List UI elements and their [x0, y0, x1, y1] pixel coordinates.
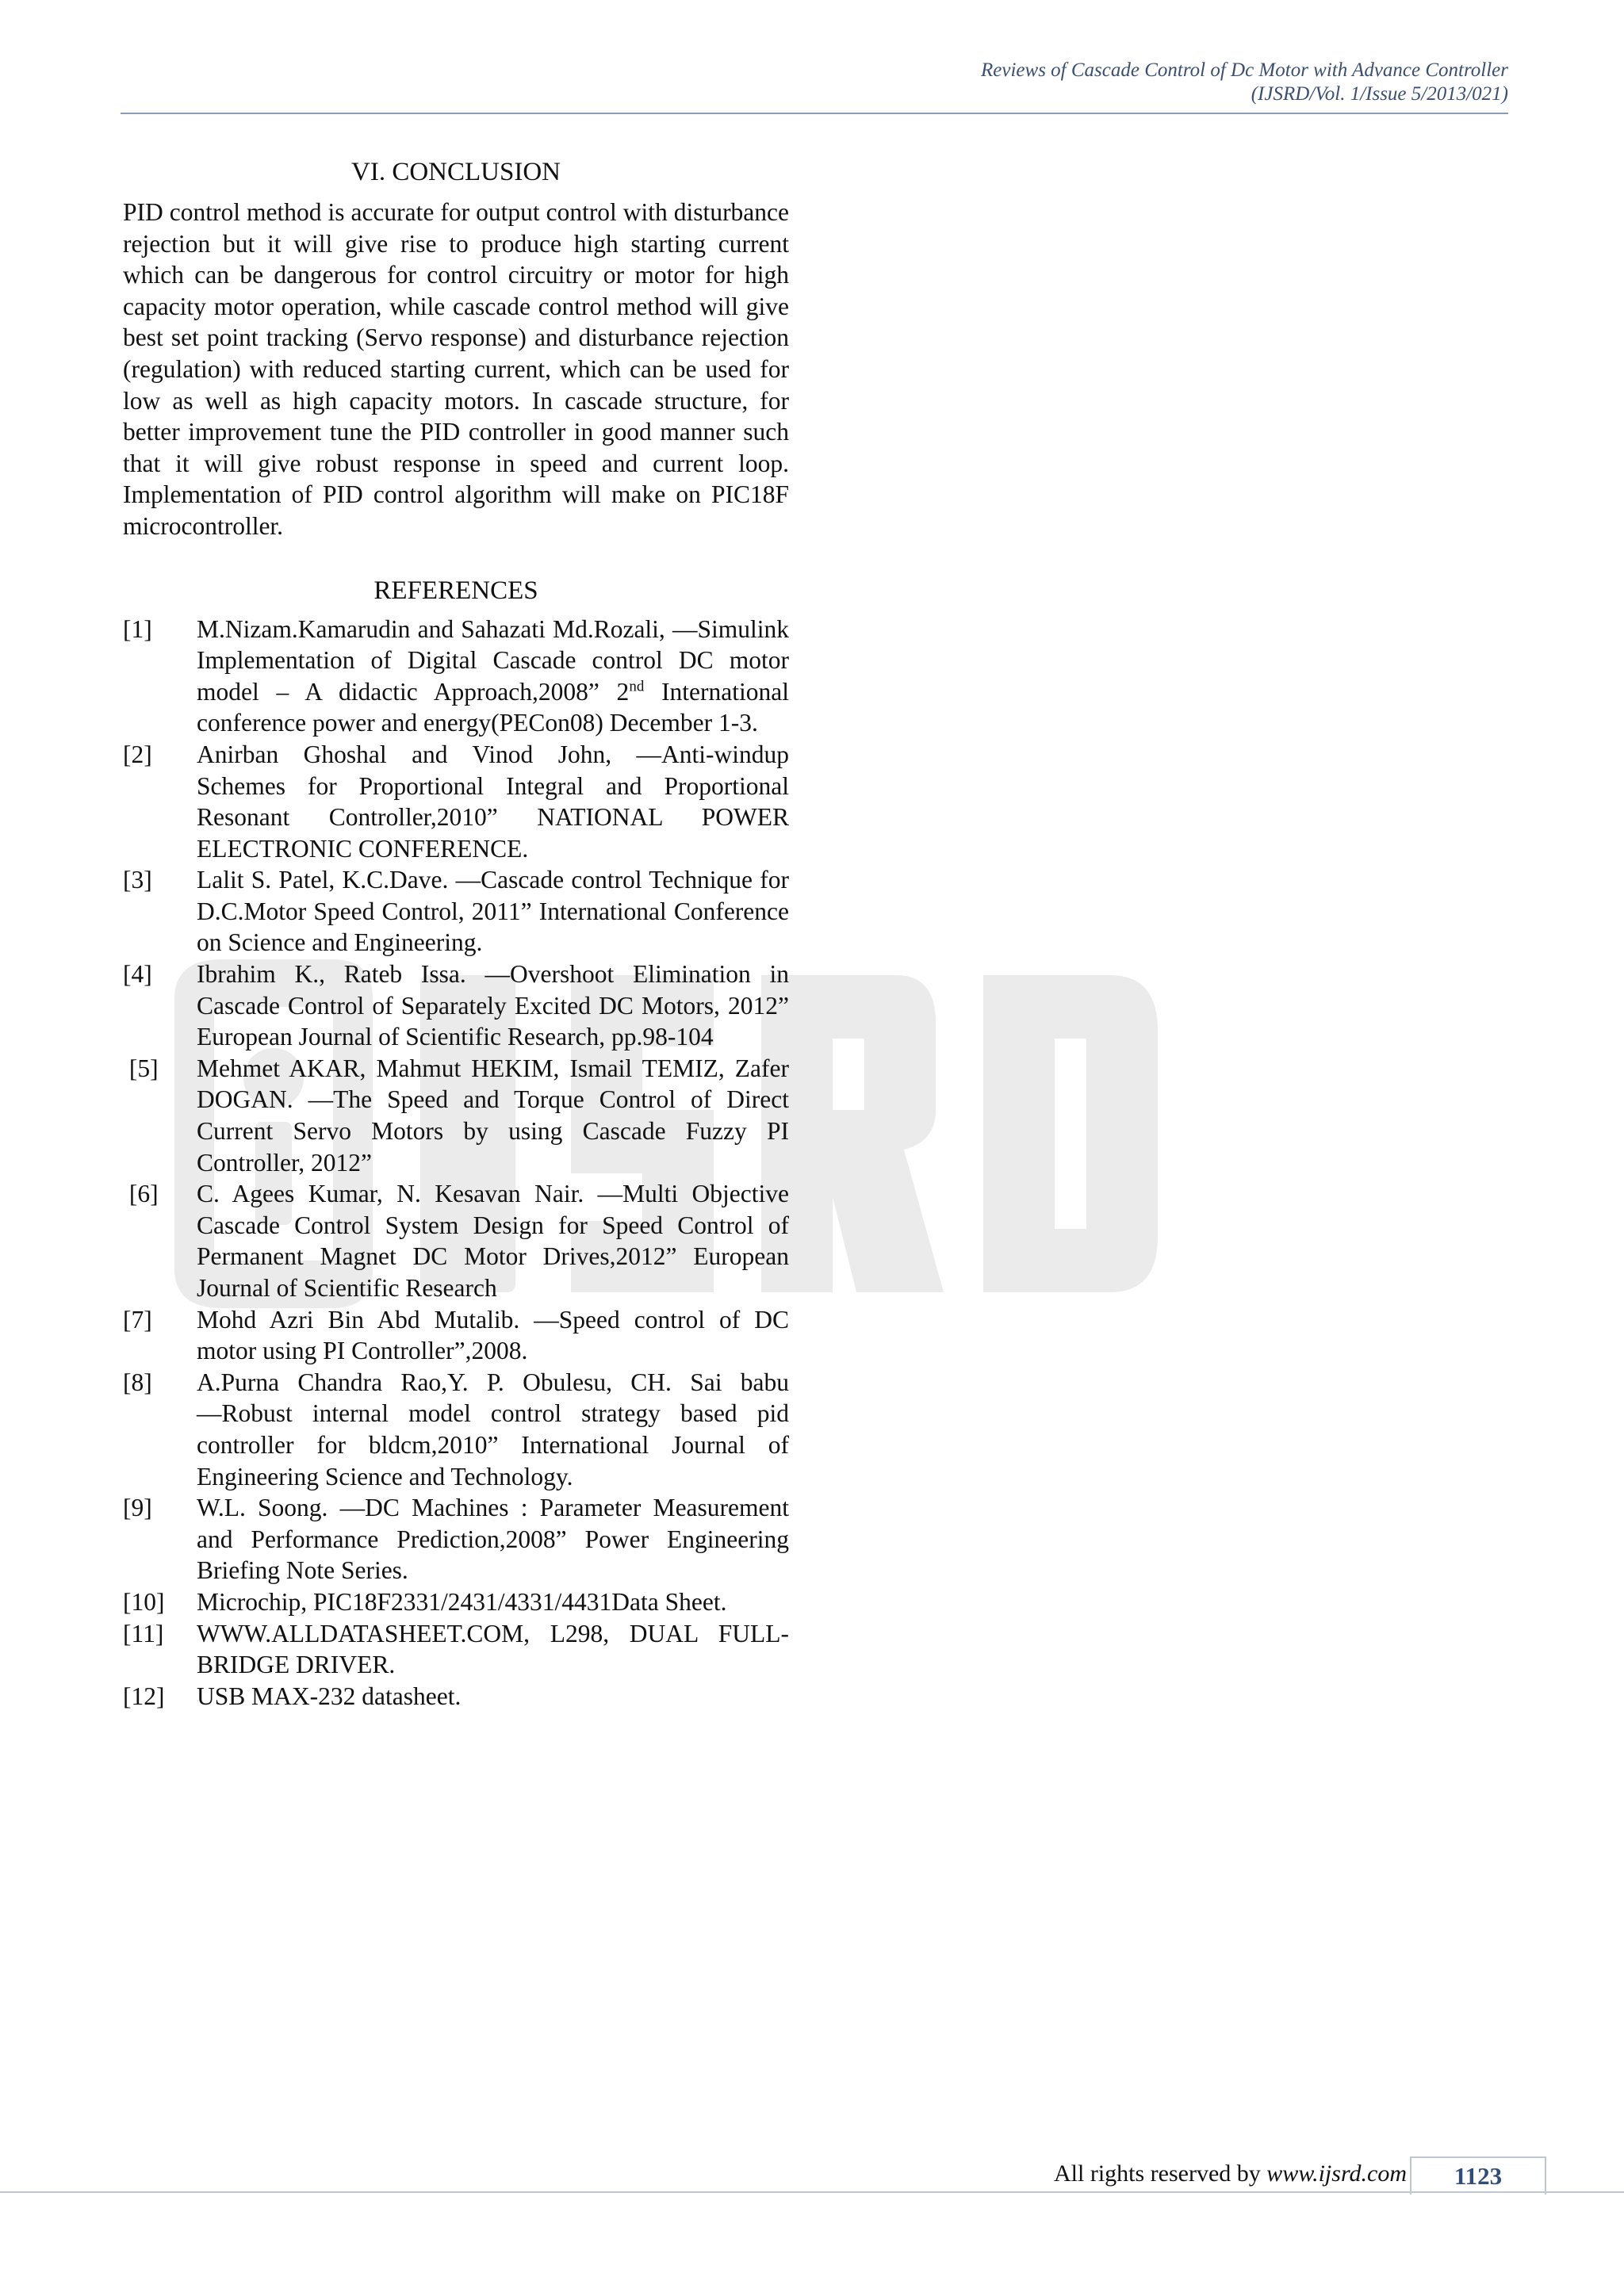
page-number: 1123 [1410, 2156, 1546, 2195]
reference-number: [9] [123, 1494, 152, 1522]
reference-text: Anirban Ghoshal and Vinod John, ―Anti-windup Schemes for Proportional Integral and Proportional Resonant Controller,2010” NATIONAL POWER ELECTRONIC CONFERENCE. [197, 740, 789, 863]
running-header [981, 59, 1508, 106]
conclusion-heading: VI. CONCLUSION [351, 158, 561, 186]
reference-text: W.L. Soong. ―DC Machines : Parameter Measurement and Performance Prediction,2008” Power Engineering Briefing Note Series. [197, 1494, 789, 1585]
left-column [123, 155, 789, 1712]
reference-item [123, 864, 789, 959]
reference-number: [3] [123, 866, 152, 894]
reference-text: Lalit S. Patel, K.C.Dave. ―Cascade control Technique for D.C.Motor Speed Control, 2011” International Conference on Science and Engineering. [197, 866, 789, 957]
reference-item [123, 959, 789, 1053]
reference-item [123, 1492, 789, 1586]
footer-rule [0, 2191, 1624, 2193]
journal-article-title: Reviews of Cascade Control of Dc Motor with Advance Controller [981, 59, 1508, 81]
reference-text: Mohd Azri Bin Abd Mutalib. ―Speed control of DC motor using PI Controller”,2008. [197, 1305, 789, 1365]
header-rule [121, 113, 1508, 114]
reference-text: Microchip, PIC18F2331/2431/4331/4431Data Sheet. [197, 1587, 727, 1616]
footer-rights-label: All rights reserved by [1054, 2160, 1267, 2187]
reference-superscript: nd [629, 678, 645, 695]
reference-text: Mehmet AKAR, Mahmut HEKIM, Ismail TEMIZ, Zafer DOGAN. ―The Speed and Torque Control of Direct Current Servo Motors by using Cascade Fuzzy PI Controller, 2012” [197, 1054, 789, 1177]
reference-item [123, 1367, 789, 1492]
reference-item [123, 1053, 789, 1178]
reference-text: WWW.ALLDATASHEET.COM, L298, DUAL FULL-BRIDGE DRIVER. [197, 1619, 789, 1679]
reference-number: [10] [123, 1587, 165, 1616]
reference-text [197, 614, 789, 739]
footer-site-link[interactable]: www.ijsrd.com [1266, 2160, 1407, 2187]
reference-number: [12] [123, 1682, 165, 1710]
reference-number: [1] [123, 614, 152, 643]
reference-number: [11] [123, 1619, 164, 1647]
reference-item [123, 1304, 789, 1367]
references-list [123, 614, 789, 1712]
reference-item [123, 614, 789, 739]
reference-item [123, 1681, 789, 1712]
reference-text-part: International conference power and energy(PECon08) December 1-3. [197, 677, 789, 737]
reference-number: [7] [123, 1305, 152, 1334]
reference-item [123, 739, 789, 864]
journal-citation: (IJSRD/Vol. 1/Issue 5/2013/021) [1251, 83, 1508, 105]
reference-number: [6] [123, 1180, 159, 1208]
footer-rights [1054, 2160, 1407, 2188]
reference-text: C. Agees Kumar, N. Kesavan Nair. ―Multi Objective Cascade Control System Design for Speed Control of Permanent Magnet DC Motor Drives,2012” European Journal of Scientific Research [197, 1180, 789, 1302]
reference-item [123, 1586, 789, 1618]
reference-number: [8] [123, 1368, 152, 1396]
conclusion-paragraph: PID control method is accurate for output control with disturbance rejection but it will give rise to produce high starting current which can be dangerous for control circuitry or motor for high capacity motor operation, while cascade control method will give best set point tracking (Servo response) and disturbance rejection (regulation) with reduced starting current, which can be used for low as well as high capacity motors. In cascade structure, for better improvement tune the PID controller in good manner such that it will give robust response in speed and current loop. Implementation of PID control algorithm will make on PIC18F microcontroller. [123, 198, 789, 540]
reference-number: [4] [123, 960, 152, 989]
reference-item [123, 1618, 789, 1681]
reference-text: Ibrahim K., Rateb Issa. ―Overshoot Elimination in Cascade Control of Separately Excited DC Motors, 2012” European Journal of Scientific Research, pp.98-104 [197, 960, 789, 1051]
reference-item [123, 1178, 789, 1303]
references-heading: REFERENCES [373, 576, 538, 605]
reference-text: USB MAX-232 datasheet. [197, 1682, 462, 1710]
reference-text-part: M.Nizam.Kamarudin and Sahazati Md.Rozali, ―Simulink Implementation of Digital Cascade control DC motor model – A didactic Approach,2008” 2 [197, 614, 789, 706]
reference-text: A.Purna Chandra Rao,Y. P. Obulesu, CH. Sai babu ―Robust internal model control strategy based pid controller for bldcm,2010” International Journal of Engineering Science and Technology. [197, 1368, 789, 1490]
reference-number: [2] [123, 740, 152, 768]
reference-number: [5] [123, 1054, 159, 1082]
